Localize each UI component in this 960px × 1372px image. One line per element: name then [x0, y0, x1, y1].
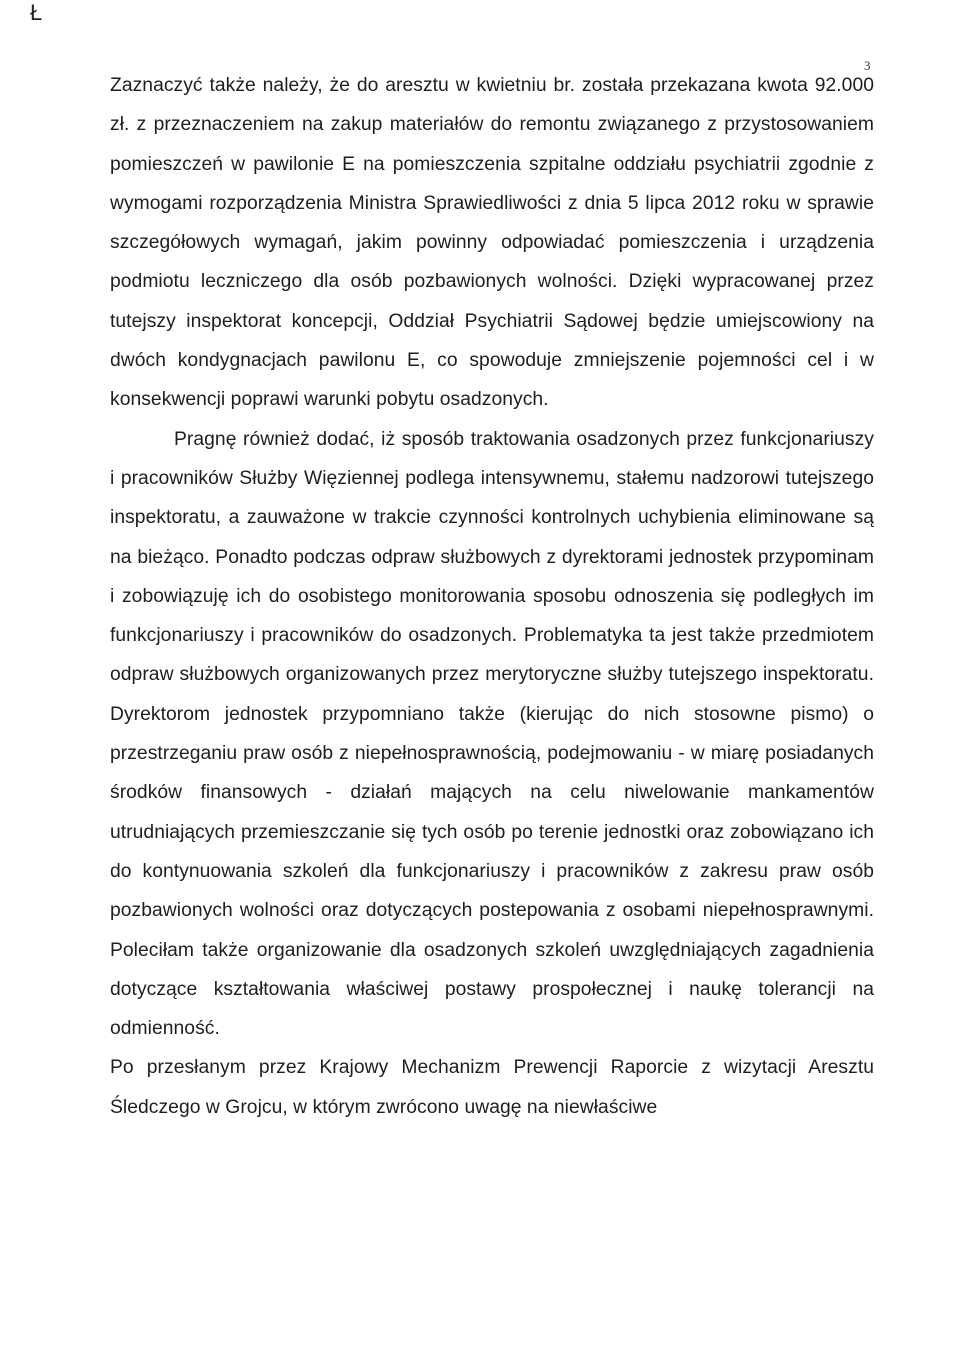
corner-mark: Ł	[30, 0, 43, 25]
page-number: 3	[864, 58, 871, 73]
paragraph-1: Zaznaczyć także należy, że do aresztu w kwietniu br. została przekazana kwota 92.000 zł. z przeznaczeniem na zakup materiałów do remontu związanego z przystosowaniem pomieszczeń w pawilonie E na pomieszczenia szpitalne oddziału psychiatrii zgodnie z wymogami rozporządzenia Ministra Sprawiedliwości z dnia 5 lipca 2012 roku w sprawie szczegółowych wymagań, jakim powinny odpowiadać pomieszczenia i urządzenia podmiotu leczniczego dla osób pozbawionych wolności. Dzięki wypracowanej przez tutejszy inspektorat koncepcji, Oddział Psychiatrii Sądowej będzie umiejscowiony na dwóch kondygnacjach pawilonu E, co spowoduje zmniejszenie pojemności cel i w konsekwencji poprawi warunki pobytu osadzonych.	[110, 75, 874, 411]
paragraph-3: Po przesłanym przez Krajowy Mechanizm Prewencji Raporcie z wizytacji Aresztu Śledczego w Grojcu, w którym zwrócono uwagę na niewłaściwe	[110, 1057, 874, 1118]
paragraph-2: Pragnę również dodać, iż sposób traktowania osadzonych przez funkcjonariuszy i pracowników Służby Więziennej podlega intensywnemu, stałemu nadzorowi tutejszego inspektoratu, a zauważone w trakcie czynności kontrolnych uchybienia eliminowane są na bieżąco. Ponadto podczas odpraw służbowych z dyrektorami jednostek przypominam i zobowiązuję ich do osobistego monitorowania sposobu odnoszenia się podległych im funkcjonariuszy i pracowników do osadzonych. Problematyka ta jest także przedmiotem odpraw służbowych organizowanych przez merytoryczne służby tutejszego inspektoratu. Dyrektorom jednostek przypomniano także (kierując do nich stosowne pismo) o przestrzeganiu praw osób z niepełnosprawnością, podejmowaniu - w miarę posiadanych środków finansowych - działań mających na celu niwelowanie mankamentów utrudniających przemieszczanie się tych osób po terenie jednostki oraz zobowiązano ich do kontynuowania szkoleń dla funkcjonariuszy i pracowników z zakresu praw osób pozbawionych wolności oraz dotyczących postepowania z osobami niepełnosprawnymi. Poleciłam także organizowanie dla osadzonych szkoleń uwzględniających zagadnienia dotyczące kształtowania właściwej postawy prospołecznej i naukę tolerancji na odmienność.	[110, 428, 874, 1040]
document-body	[110, 66, 874, 1127]
